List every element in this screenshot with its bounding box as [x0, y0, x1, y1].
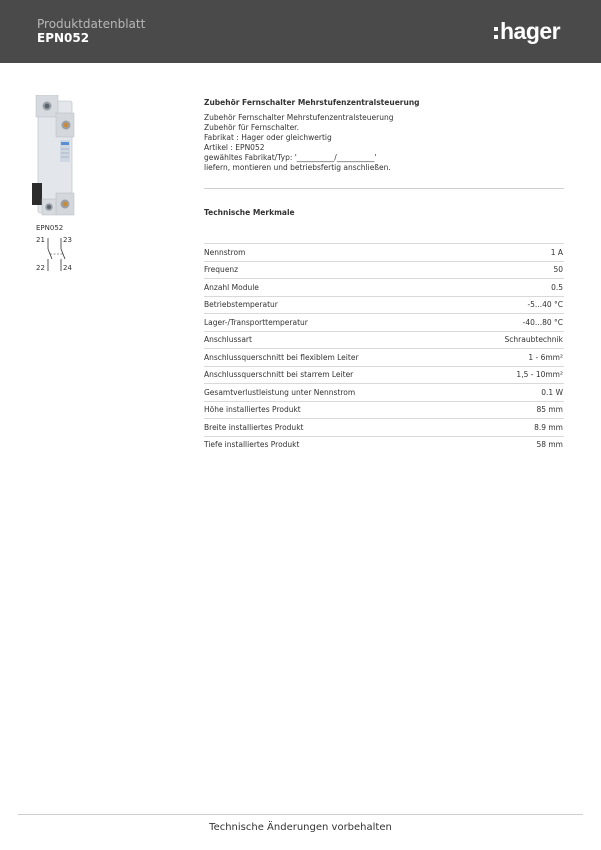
hager-logo: [494, 17, 560, 45]
terminal-22-label: 22: [36, 264, 45, 272]
table-row: [204, 313, 564, 331]
terminal-24-label: 24: [63, 264, 72, 272]
logo-wordmark: hager: [500, 17, 561, 44]
specs-table: [204, 243, 564, 453]
section-divider: [204, 188, 564, 189]
spec-label: Nennstrom: [204, 247, 246, 257]
modular-switch-device-icon: [30, 95, 80, 220]
footer-note: Technische Änderungen vorbehalten: [209, 822, 392, 833]
spec-value: 50: [553, 265, 563, 275]
terminal-23-label: 23: [63, 236, 72, 244]
spec-label: Höhe installiertes Produkt: [204, 405, 301, 415]
spec-value: 1,5 - 10mm²: [516, 370, 563, 380]
spec-value: 8.9 mm: [534, 422, 563, 432]
spec-label: Anschlussquerschnitt bei starrem Leiter: [204, 370, 354, 380]
table-row: [204, 278, 564, 296]
terminal-21-label: 21: [36, 236, 45, 244]
spec-value: 1 - 6mm²: [528, 352, 563, 362]
spec-value: 58 mm: [536, 440, 563, 450]
spec-label: Anzahl Module: [204, 282, 259, 292]
spec-value: 0.1 W: [541, 387, 563, 397]
table-row: [204, 401, 564, 419]
description-line: Zubehör Fernschalter Mehrstufenzentralsteuerung: [204, 113, 394, 122]
spec-label: Betriebstemperatur: [204, 300, 278, 310]
spec-value: 85 mm: [536, 405, 563, 415]
product-description: [204, 98, 564, 173]
description-line: gewähltes Fabrikat/Typ: '__________/__________': [204, 153, 377, 162]
table-row: [204, 261, 564, 279]
spec-label: Lager-/Transporttemperatur: [204, 317, 308, 327]
spec-value: -5...40 °C: [527, 300, 563, 310]
spec-value: 0.5: [551, 282, 563, 292]
table-row: [204, 348, 564, 366]
spec-value: -40...80 °C: [522, 317, 563, 327]
spec-value: Schraubtechnik: [504, 335, 563, 345]
spec-label: Gesamtverlustleistung unter Nennstrom: [204, 387, 356, 397]
footer-divider: [18, 814, 583, 815]
document-type: Produktdatenblatt: [37, 17, 146, 31]
table-row: [204, 331, 564, 349]
spec-label: Breite installiertes Produkt: [204, 422, 304, 432]
table-row: [204, 383, 564, 401]
table-row: [204, 436, 564, 454]
description-title: Zubehör Fernschalter Mehrstufenzentralsteuerung: [204, 98, 420, 107]
spec-label: Anschlussquerschnitt bei flexiblem Leiter: [204, 352, 359, 362]
description-line: liefern, montieren und betriebsfertig anschließen.: [204, 163, 391, 172]
spec-label: Anschlussart: [204, 335, 252, 345]
page-header: [0, 0, 601, 63]
table-row: [204, 366, 564, 384]
description-line: Zubehör für Fernschalter.: [204, 123, 299, 132]
specs-title: Technische Merkmale: [204, 208, 295, 217]
spec-value: 1 A: [550, 247, 563, 257]
spec-label: Tiefe installiertes Produkt: [204, 440, 300, 450]
contact-schematic: [34, 235, 79, 275]
product-code: EPN052: [37, 31, 90, 45]
spec-label: Frequenz: [204, 265, 239, 275]
table-row: [204, 418, 564, 436]
table-row: [204, 243, 564, 261]
description-line: Fabrikat : Hager oder gleichwertig: [204, 133, 332, 142]
product-image-caption: EPN052: [36, 224, 64, 232]
table-row: [204, 296, 564, 314]
logo-dots-icon: [494, 27, 498, 39]
description-line: Artikel : EPN052: [204, 143, 265, 152]
